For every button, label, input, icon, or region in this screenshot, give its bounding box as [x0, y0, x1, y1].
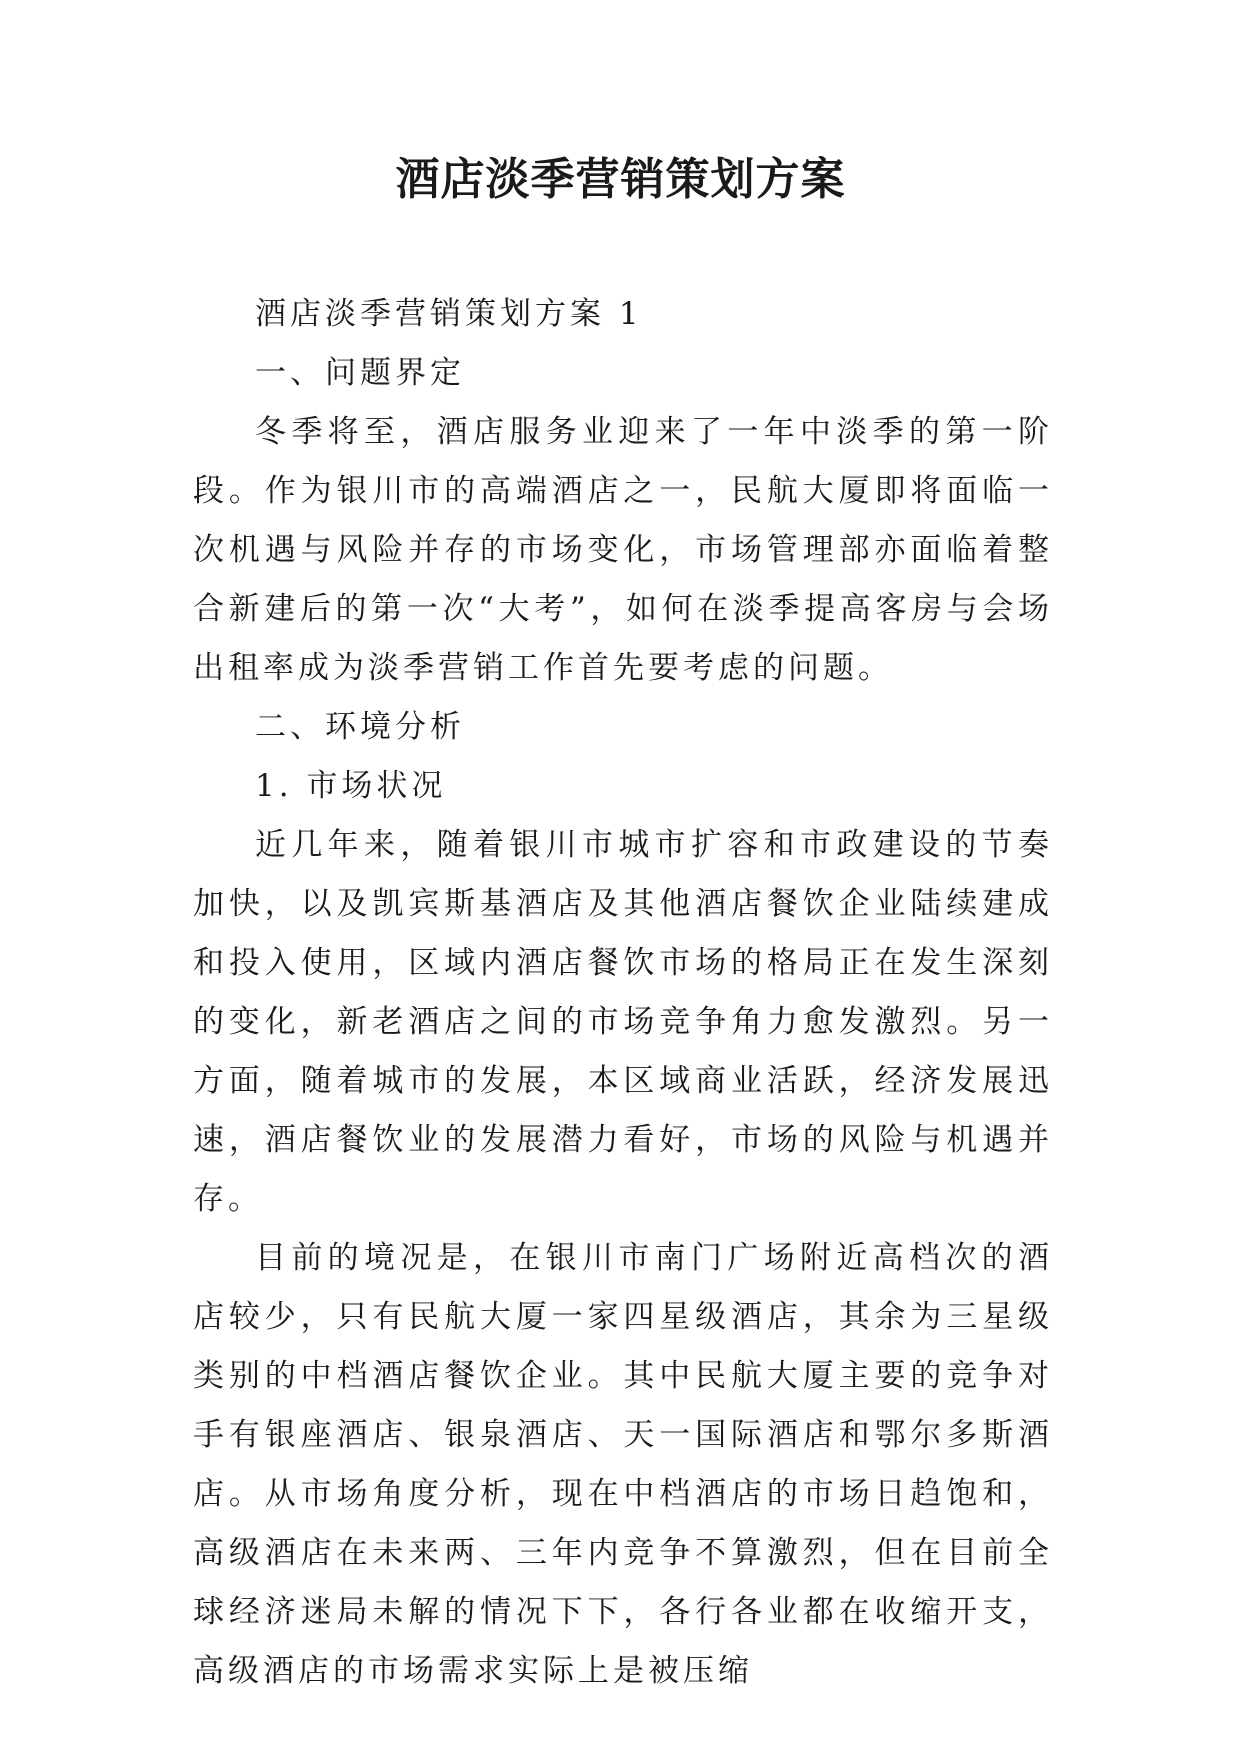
- section-heading-environment-analysis: 二、环境分析: [255, 709, 465, 745]
- document-title: 酒店淡季营销策划方案: [395, 154, 846, 205]
- paragraph-market-trend: 近几年来，随着银川市城市扩容和市政建设的节奏加快，以及凯宾斯基酒店及其他酒店餐饮企业陆续建成和投入使用，区域内酒店餐饮市场的格局正在发生深刻的变化，新老酒店之间的市场竞争角力愈发激烈。另一方面，随着城市的发展，本区域商业活跃，经济发展迅速，酒店餐饮业的发展潜力看好，市场的风险与机遇并存。: [193, 827, 1053, 1217]
- paragraph-problem-definition: 冬季将至，酒店服务业迎来了一年中淡季的第一阶段。作为银川市的高端酒店之一，民航大厦即将面临一次机遇与风险并存的市场变化，市场管理部亦面临着整合新建后的第一次“大考”，如何在淡季提高客房与会场出租率成为淡季营销工作首先要考虑的问题。: [193, 414, 1053, 686]
- section-heading-plan-1: 酒店淡季营销策划方案 1: [255, 296, 643, 332]
- paragraph-current-situation: 目前的境况是，在银川市南门广场附近高档次的酒店较少，只有民航大厦一家四星级酒店，其余为三星级类别的中档酒店餐饮企业。其中民航大厦主要的竞争对手有银座酒店、银泉酒店、天一国际酒店和鄂尔多斯酒店。从市场角度分析，现在中档酒店的市场日趋饱和，高级酒店在未来两、三年内竞争不算激烈，但在目前全球经济迷局未解的情况下下，各行各业都在收缩开支，高级酒店的市场需求实际上是被压缩: [193, 1240, 1053, 1689]
- document-body: [193, 285, 1053, 1701]
- section-heading-problem-definition: 一、问题界定: [255, 355, 465, 391]
- subheading-market-status: 1. 市场状况: [255, 768, 447, 804]
